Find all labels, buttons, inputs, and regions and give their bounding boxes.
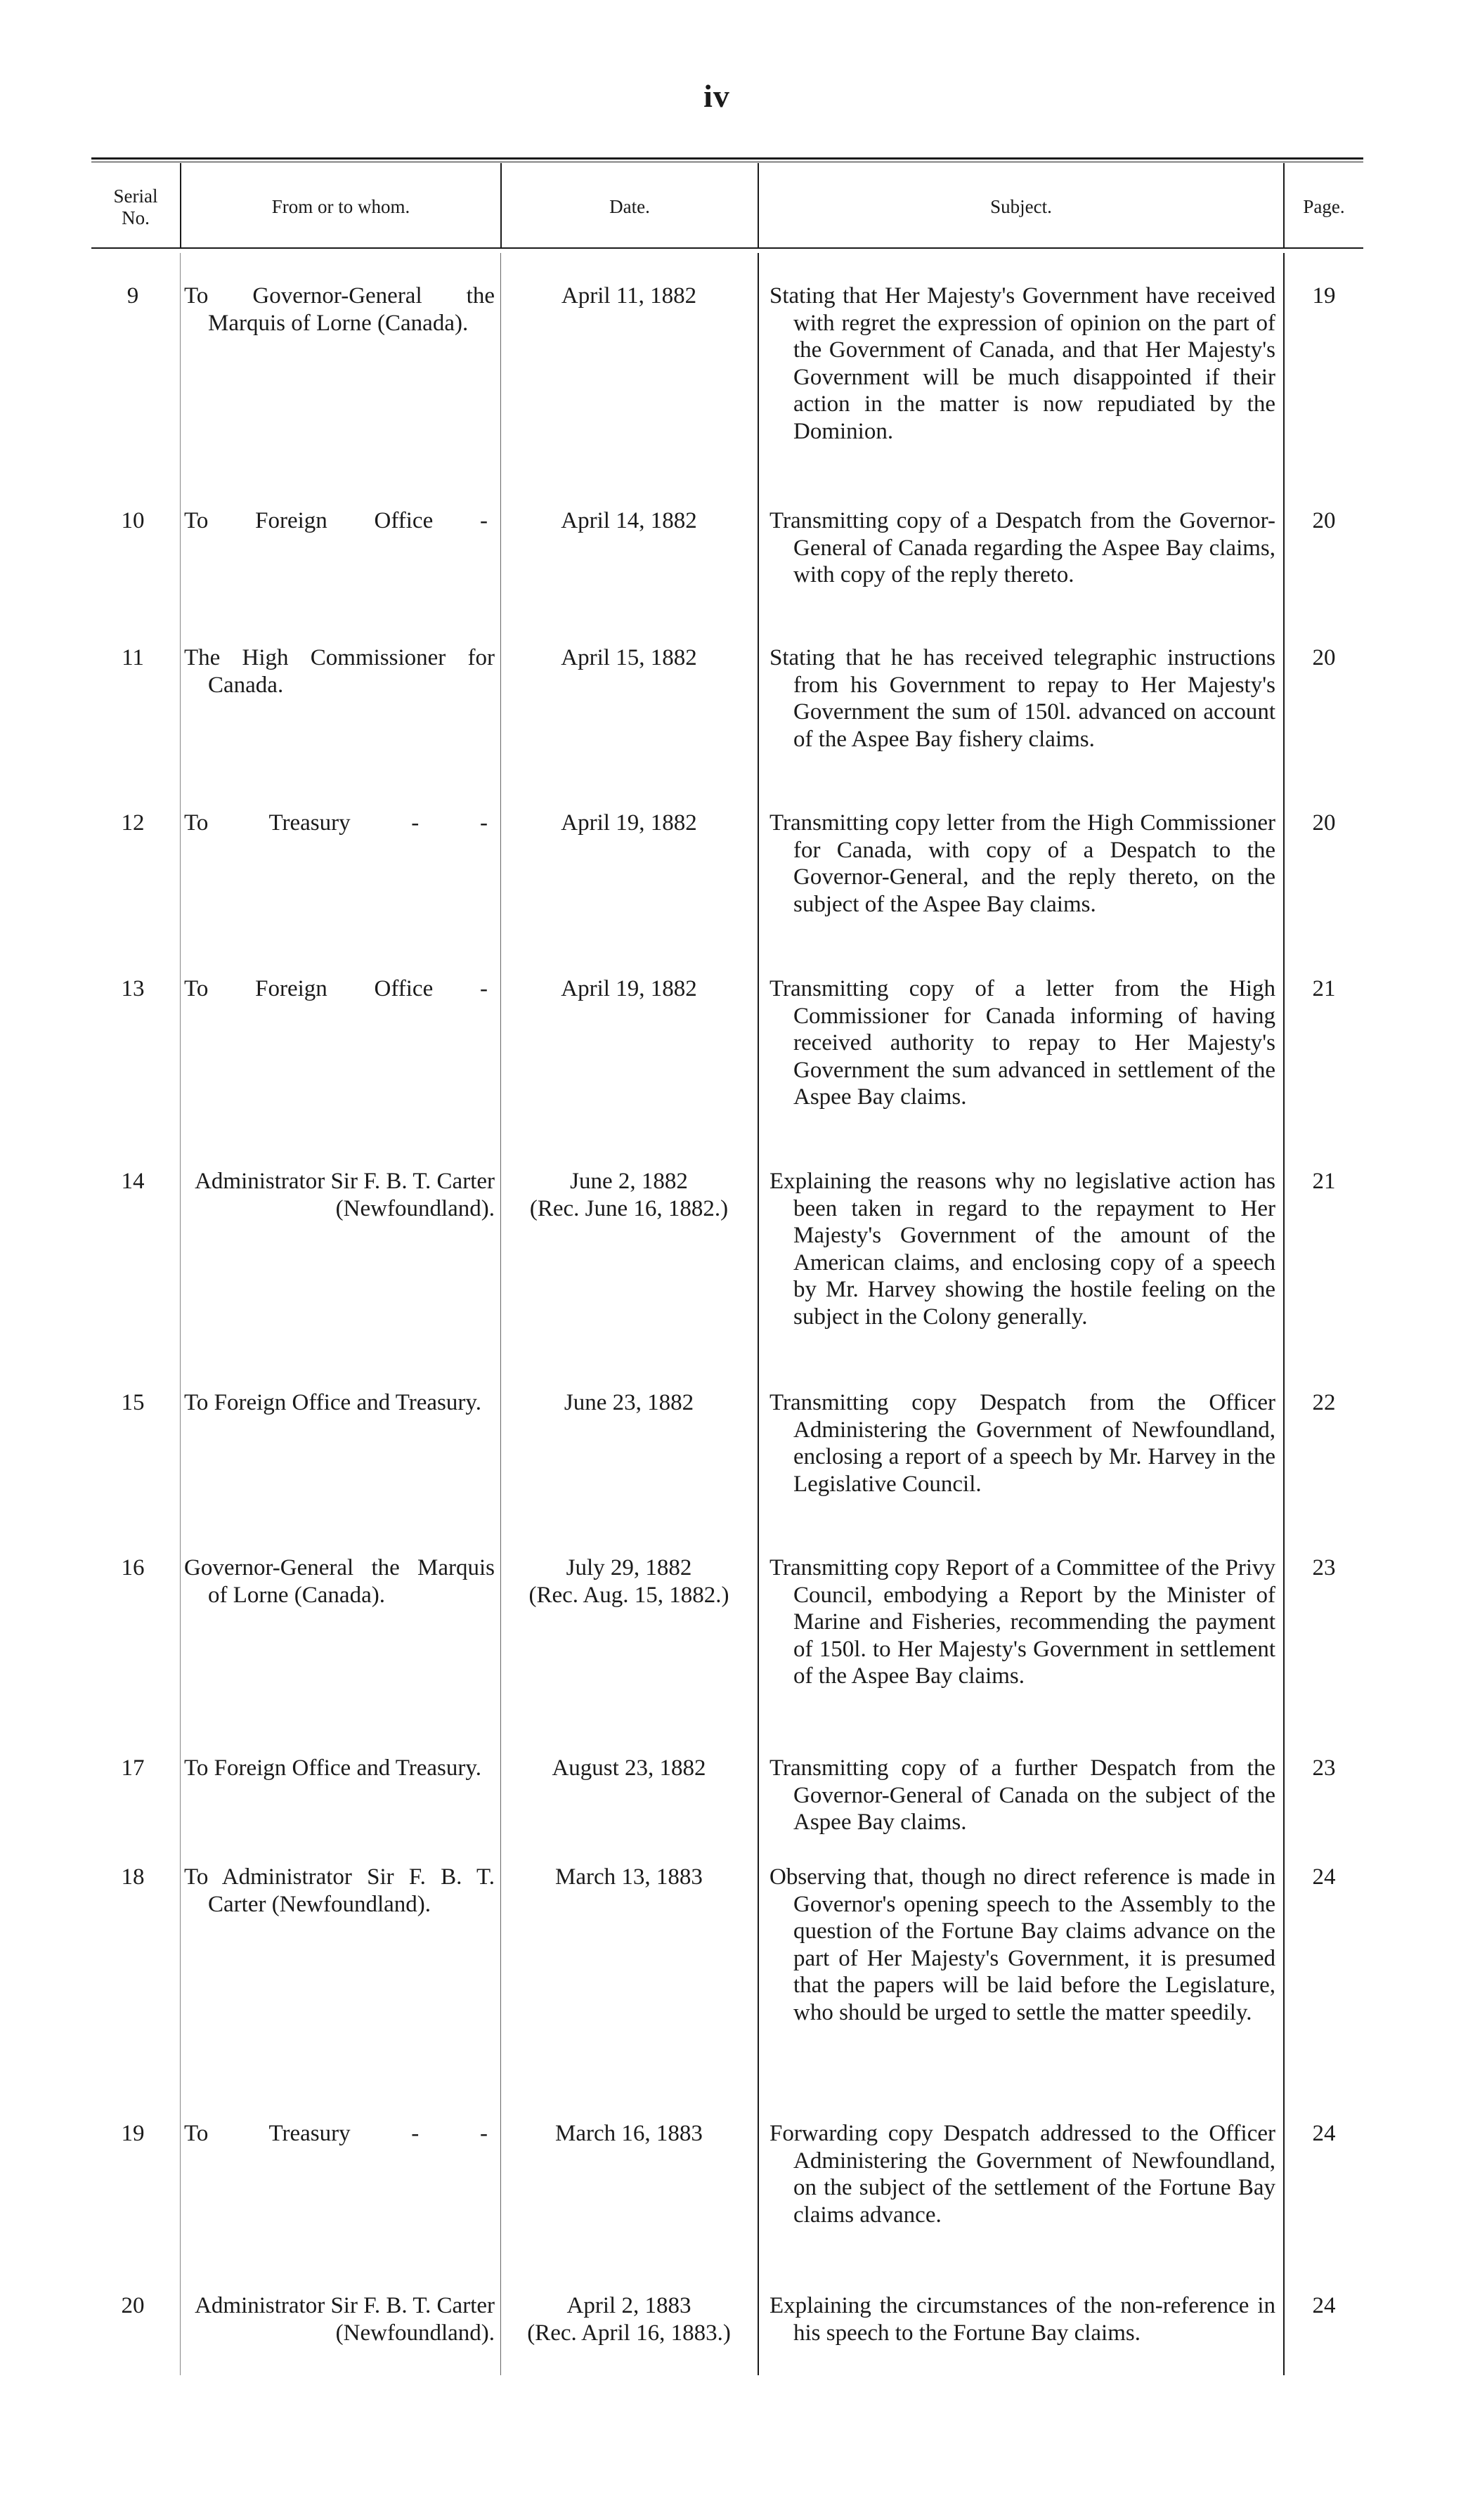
date: April 11, 1882 — [561, 283, 697, 308]
table-top-rule — [91, 157, 1363, 160]
subject: Transmitting copy of a Despatch from the Governor-General of Canada regarding the Aspee Bay claims, with copy of the reply thereto. — [769, 508, 1275, 587]
subject: Stating that Her Majesty's Government have received with regret the expression of opinion on the part of the Government of Canada, and that Her Majesty's Government will be much disappointed if their action in the matter is now repudiated by the Dominion. — [769, 283, 1275, 444]
page-ref: 21 — [1312, 976, 1336, 1001]
date: June 23, 1882 — [564, 1390, 694, 1415]
serial-number: 13 — [121, 976, 145, 1001]
date: April 14, 1882 — [561, 508, 697, 533]
page-ref: 19 — [1312, 283, 1336, 308]
serial-number: 12 — [121, 810, 145, 836]
date: June 2, 1882 (Rec. June 16, 1882.) — [529, 1169, 729, 1221]
serial-number: 11 — [122, 645, 144, 670]
subject: Transmitting copy of a further Despatch from the Governor-General of Canada on the subject of the Aspee Bay claims. — [769, 1755, 1275, 1835]
subject: Forwarding copy Despatch addressed to the Officer Administering the Government of Newfoundland, on the subject of the settlement of the Fortune Bay claims advance. — [769, 2121, 1275, 2228]
column-divider — [758, 253, 759, 2375]
serial-number: 14 — [121, 1169, 145, 1194]
serial-number: 10 — [121, 508, 145, 533]
subject: Transmitting copy of a letter from the High Commissioner for Canada informing of having received authority to repay to Her Majesty's Government the sum advanced in settlement of the Aspee Bay claims. — [769, 976, 1275, 1110]
date: April 2, 1883 (Rec. April 16, 1883.) — [527, 2293, 731, 2346]
page-ref: 24 — [1312, 2121, 1336, 2146]
subject: Explaining the reasons why no legislative action has been taken in regard to the repayment to Her Majesty's Government of the amount of the American claims, and enclosing copy of a speech by Mr. Harvey showing the hostile feeling on the subject in the Colony generally. — [769, 1169, 1275, 1330]
page-ref: 21 — [1312, 1169, 1336, 1194]
header-page: Page. — [1303, 196, 1345, 218]
subject: Transmitting copy letter from the High Commissioner for Canada, with copy of a Despatch to the Governor-General, and the reply thereto, on the subject of the Aspee Bay claims. — [769, 810, 1275, 917]
from-or-to: To Foreign Office - — [184, 976, 488, 1001]
header-serial: Serial No. — [113, 185, 158, 228]
date: April 19, 1882 — [561, 976, 697, 1001]
from-or-to: To Treasury - - — [184, 2121, 488, 2146]
page-ref: 23 — [1312, 1755, 1336, 1781]
serial-number: 18 — [121, 1864, 145, 1890]
page-ref: 20 — [1312, 645, 1336, 670]
serial-number: 16 — [121, 1555, 145, 1580]
header-subject: Subject. — [990, 196, 1052, 218]
page-ref: 20 — [1312, 810, 1336, 836]
serial-number: 20 — [121, 2293, 145, 2318]
from-or-to: To Governor-General the Marquis of Lorne (Canada). — [184, 283, 495, 336]
from-or-to: The High Commissioner for Canada. — [184, 645, 495, 698]
from-or-to: To Foreign Office and Treasury. — [184, 1390, 481, 1415]
serial-number: 15 — [121, 1390, 145, 1415]
page-ref: 22 — [1312, 1390, 1336, 1415]
subject: Transmitting copy Report of a Committee of the Privy Council, embodying a Report by the Minister of Marine and Fisheries, recommending the payment of 150l. to Her Majesty's Government in settlement of the Aspee Bay claims. — [769, 1555, 1275, 1689]
from-or-to: Administrator Sir F. B. T. Carter (Newfoundland). — [195, 2293, 495, 2346]
from-or-to: Governor-General the Marquis of Lorne (Canada). — [184, 1555, 495, 1608]
column-divider — [1283, 253, 1285, 2375]
header-from: From or to whom. — [271, 196, 410, 218]
from-or-to: To Treasury - - — [184, 810, 488, 836]
subject: Explaining the circumstances of the non-reference in his speech to the Fortune Bay claims. — [769, 2293, 1275, 2346]
subject: Stating that he has received telegraphic instructions from his Government to repay to Her Majesty's Government the sum of 150l. advanced on account of the Aspee Bay fishery claims. — [769, 645, 1275, 752]
page-number: iv — [703, 78, 730, 114]
date: March 16, 1883 — [555, 2121, 703, 2146]
date: April 15, 1882 — [561, 645, 697, 670]
date: July 29, 1882 (Rec. Aug. 15, 1882.) — [528, 1555, 729, 1608]
date: August 23, 1882 — [552, 1755, 706, 1781]
date: March 13, 1883 — [555, 1864, 703, 1890]
subject: Transmitting copy Despatch from the Officer Administering the Government of Newfoundland, enclosing a report of a speech by Mr. Harvey in the Legislative Council. — [769, 1390, 1275, 1497]
serial-number: 19 — [121, 2121, 145, 2146]
date: April 19, 1882 — [561, 810, 697, 836]
header-date: Date. — [609, 196, 650, 218]
serial-number: 17 — [121, 1755, 145, 1781]
column-divider — [500, 253, 501, 2375]
from-or-to: To Administrator Sir F. B. T. Carter (Newfoundland). — [184, 1864, 495, 1917]
column-divider — [180, 253, 181, 2375]
from-or-to: To Foreign Office and Treasury. — [184, 1755, 481, 1781]
page-ref: 24 — [1312, 1864, 1336, 1890]
from-or-to: To Foreign Office - — [184, 508, 488, 533]
page-ref: 24 — [1312, 2293, 1336, 2318]
from-or-to: Administrator Sir F. B. T. Carter (Newfoundland). — [195, 1169, 495, 1221]
page-ref: 23 — [1312, 1555, 1336, 1580]
subject: Observing that, though no direct reference is made in Governor's opening speech to the Assembly to the question of the Fortune Bay claims advance on the part of Her Majesty's Government, it is presumed that the papers will be laid before the Legislature, who should be urged to settle the matter speedily. — [769, 1864, 1275, 2025]
page-ref: 20 — [1312, 508, 1336, 533]
serial-number: 9 — [126, 283, 139, 308]
table-header-rule — [91, 247, 1363, 249]
